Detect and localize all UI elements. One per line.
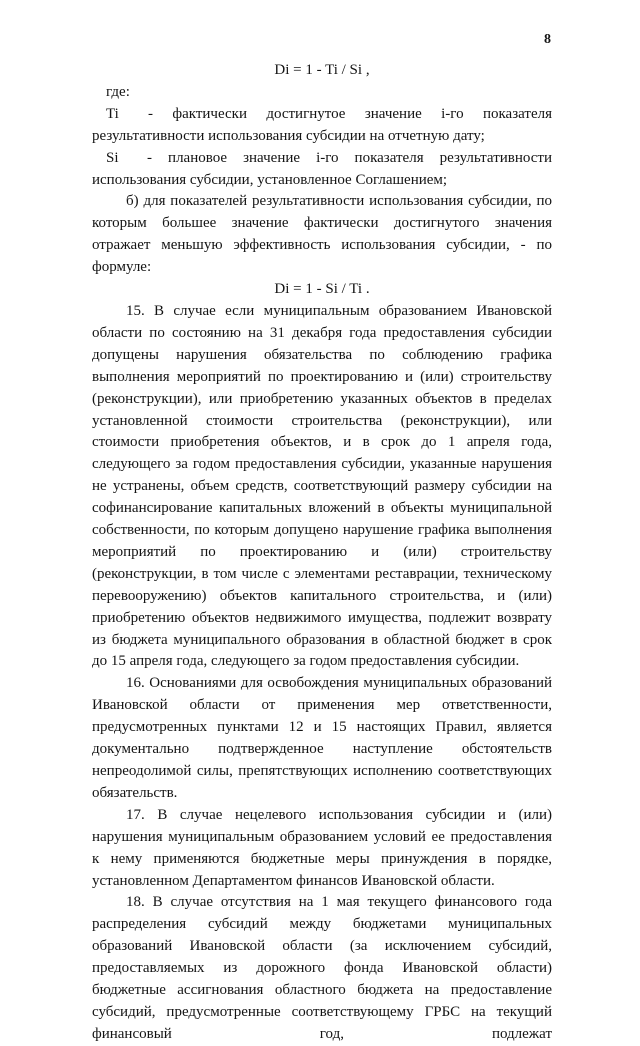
definition-s xyxy=(92,148,552,192)
formula-d-inverse: Di = 1 - Ti / Si , xyxy=(274,62,370,78)
paragraph-16: 16. Основаниями для освобождения муниципальных образований Ивановской области от применения мер ответственности, предусмотренных пунктами 12 и 15 настоящих Правил, является документально подтвержденное наступление обстоятельств непреодолимой силы, препятствующих исполнению соответствующих обязательств. xyxy=(92,675,552,801)
definition-t xyxy=(92,104,552,148)
paragraph-18: 18. В случае отсутствия на 1 мая текущего финансового года распределения субсидий между бюджетами муниципальных образований Ивановской области (за исключением субсидий, предоставляемых из дорожного фонда Ивановской области) бюджетные ассигнования областного бюджета на предоставление субсидий, предусмотренные соответствующему ГРБС на текущий финансовый год, подлежат xyxy=(92,894,552,1042)
definition-t-line1: - фактически достигнутое значение i-го показателя xyxy=(148,105,552,122)
page-number: 8 xyxy=(544,32,551,47)
definition-t-line2: результативности использования субсидии на отчетную дату; xyxy=(92,127,485,144)
formula-d-direct: Di = 1 - Si / Ti . xyxy=(274,281,370,298)
paragraph-17: 17. В случае нецелевого использования субсидии и (или) нарушения муниципальным образованием условий ее предоставления к нему применяются бюджетные меры принуждения в порядке, установленном Департаментом финансов Ивановской области. xyxy=(92,806,552,889)
symbol-t: Ti xyxy=(106,105,119,122)
paragraph-15: 15. В случае если муниципальным образованием Ивановской области по состоянию на 31 декабря года предоставления субсидии допущены нарушения обязательства по соблюдению графика выполнения мероприятий по проектированию и (или) строительству (реконструкции), или приобретению указанных объектов в пределах установленной стоимости строительства (реконструкции), или стоимости приобретения объектов, и в срок до 1 апреля года, следующего за годом предоставления субсидии, указанные нарушения не устранены, объем средств, соответствующий размеру субсидии на софинансирование капитальных вложений в объекты муниципальной собственности, по которым допущено нарушение графика выполнения мероприятий по проектированию и (или) строительству (реконструкции, в том числе с элементами реставрации, техническому перевооружению) объектов капитального строительства, и (или) приобретению объектов недвижимого имущества, подлежит возврату из бюджета муниципального образования в областной бюджет в срок до 15 апреля года, следующего за годом предоставления субсидии. xyxy=(92,302,552,670)
where-label: где: xyxy=(106,83,130,100)
definition-s-line2: использования субсидии, установленное Соглашением; xyxy=(92,171,448,188)
definition-s-line1: - плановое значение i-го показателя результативности xyxy=(147,149,552,166)
document-body xyxy=(92,60,552,1046)
symbol-s: Si xyxy=(106,149,119,166)
item-b: б) для показателей результативности использования субсидии, по которым большее значение фактически достигнутого значения отражает меньшую эффективность использования субсидии, - по формуле: xyxy=(92,193,552,276)
